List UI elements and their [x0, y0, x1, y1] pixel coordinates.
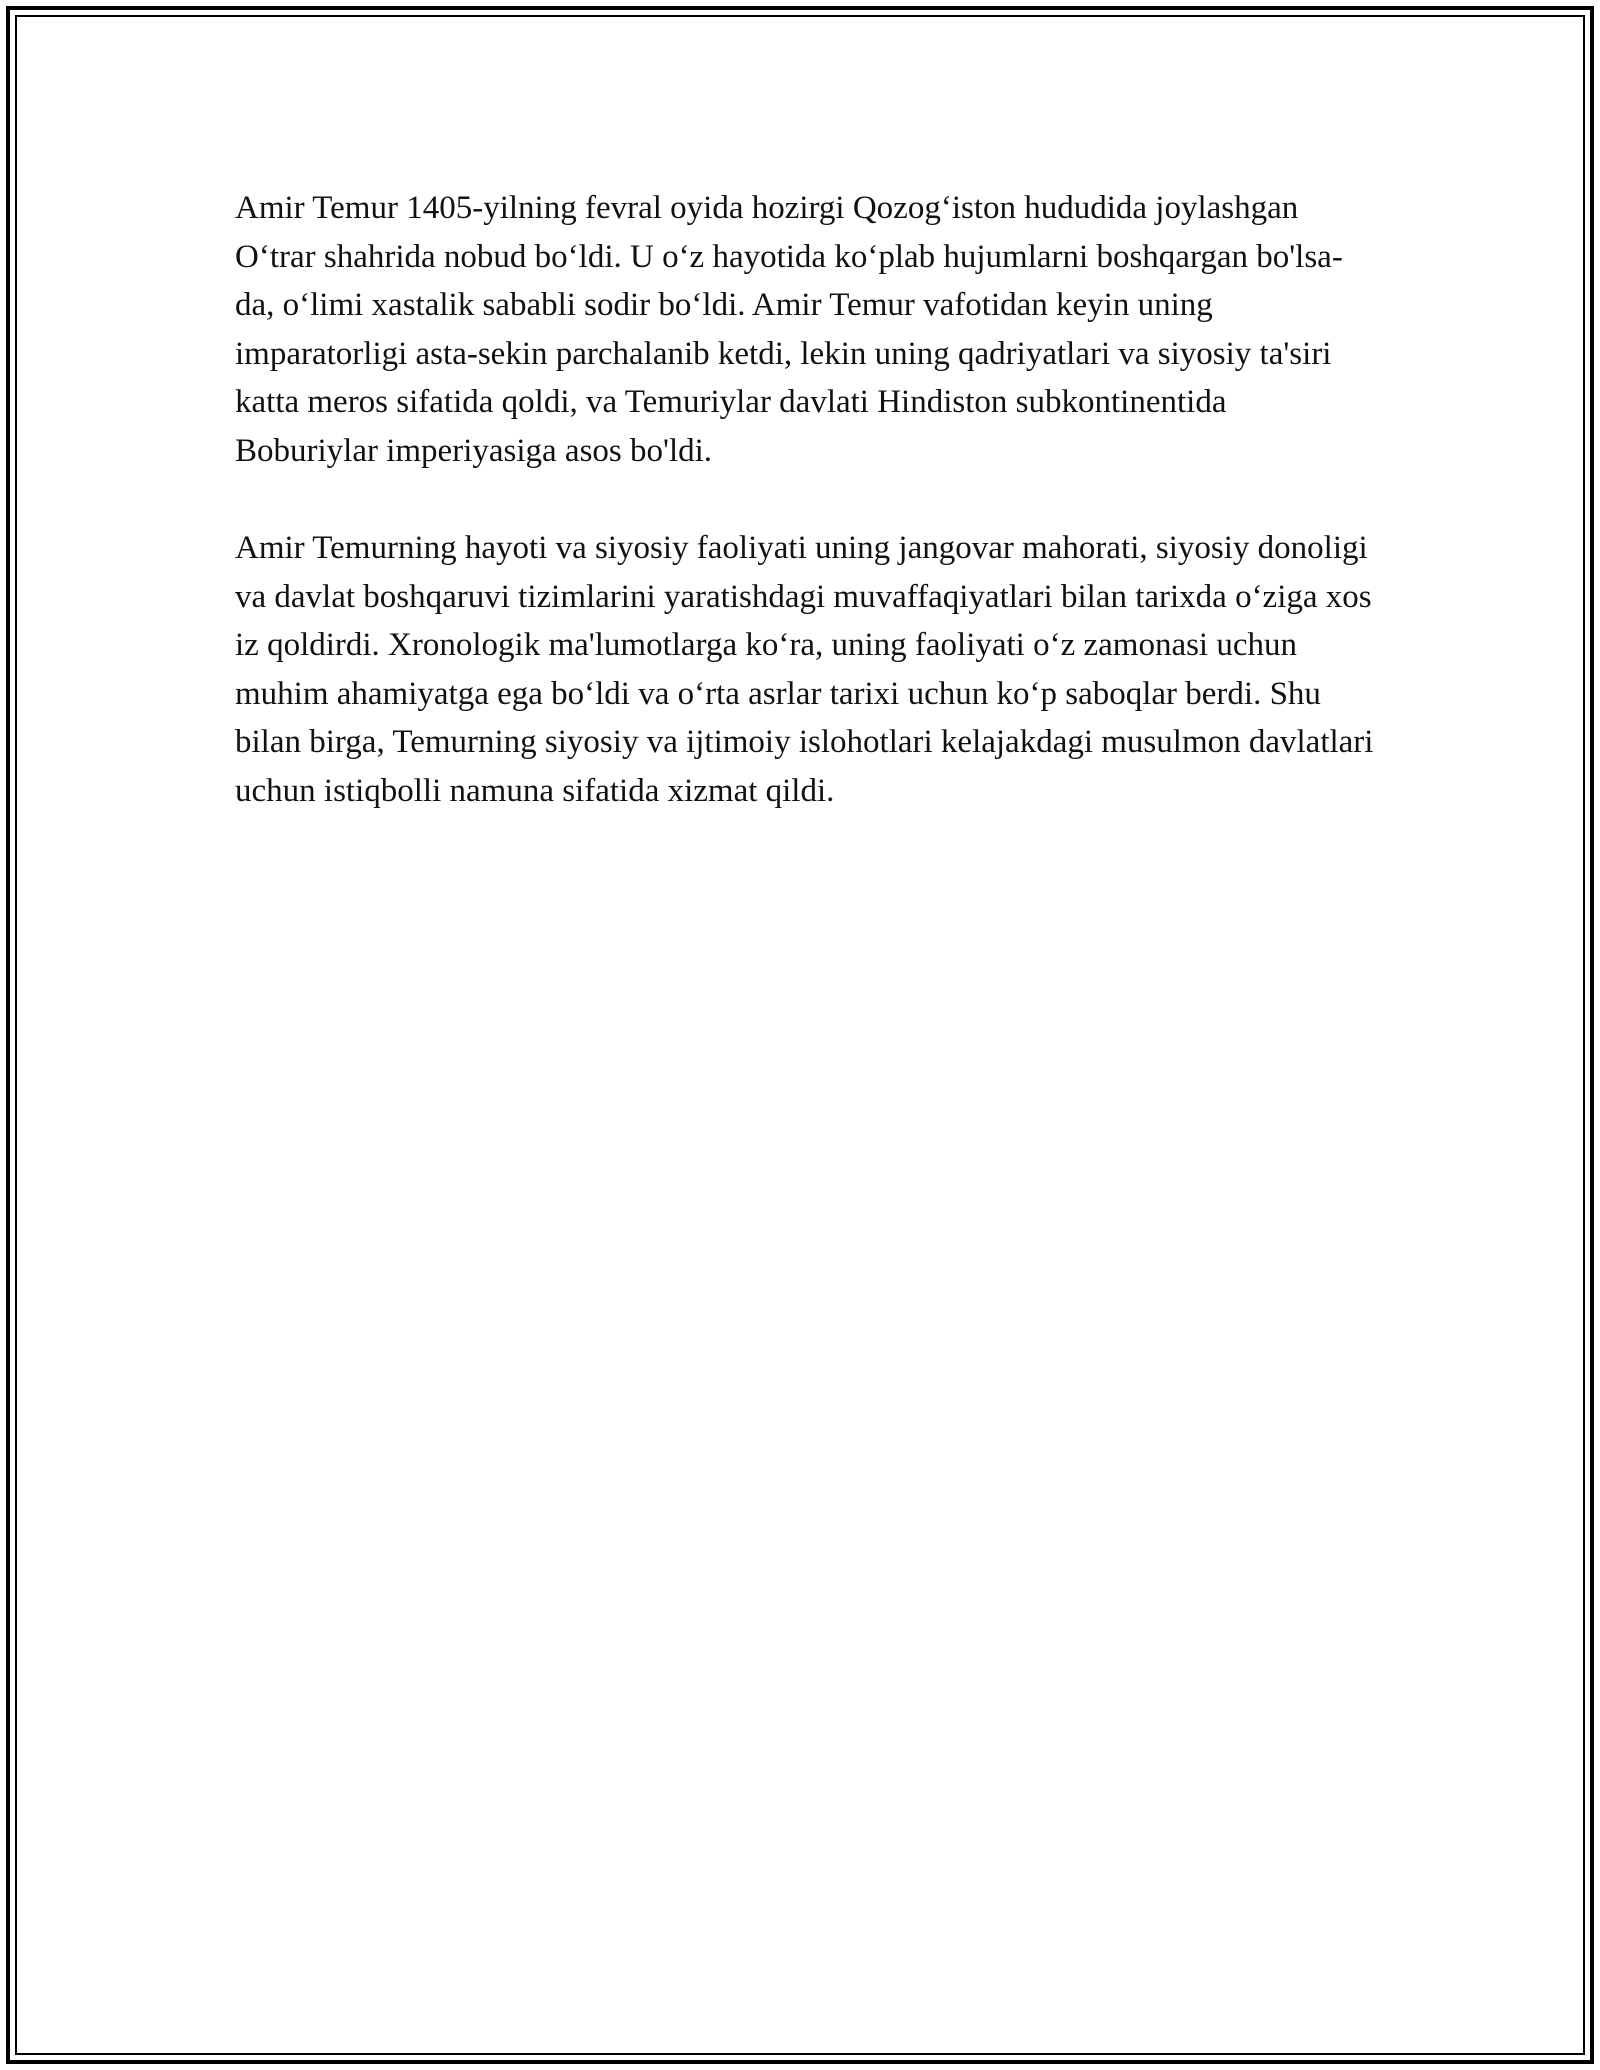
- document-body: [235, 184, 1375, 864]
- paragraph-1: Amir Temur 1405-yilning fevral oyida hozirgi Qozogʻiston hududida joylashgan Oʻtrar shahrida nobud boʻldi. U oʻz hayotida koʻplab hujumlarni boshqargan bo'lsa-da, oʻlimi xastalik sababli sodir boʻldi. Amir Temur vafotidan keyin uning imparatorligi asta-sekin parchalanib ketdi, lekin uning qadriyatlari va siyosiy ta'siri katta meros sifatida qoldi, va Temuriylar davlati Hindiston subkontinentida Boburiylar imperiyasiga asos bo'ldi.: [235, 190, 1343, 469]
- paragraph-2: Amir Temurning hayoti va siyosiy faoliyati uning jangovar mahorati, siyosiy donoligi va davlat boshqaruvi tizimlarini yaratishdagi muvaffaqiyatlari bilan tarixda oʻziga xos iz qoldirdi. Xronologik ma'lumotlarga koʻra, uning faoliyati oʻz zamonasi uchun muhim ahamiyatga ega boʻldi va oʻrta asrlar tarixi uchun koʻp saboqlar berdi. Shu bilan birga, Temurning siyosiy va ijtimoiy islohotlari kelajakdagi musulmon davlatlari uchun istiqbolli namuna sifatida xizmat qildi.: [235, 530, 1374, 809]
